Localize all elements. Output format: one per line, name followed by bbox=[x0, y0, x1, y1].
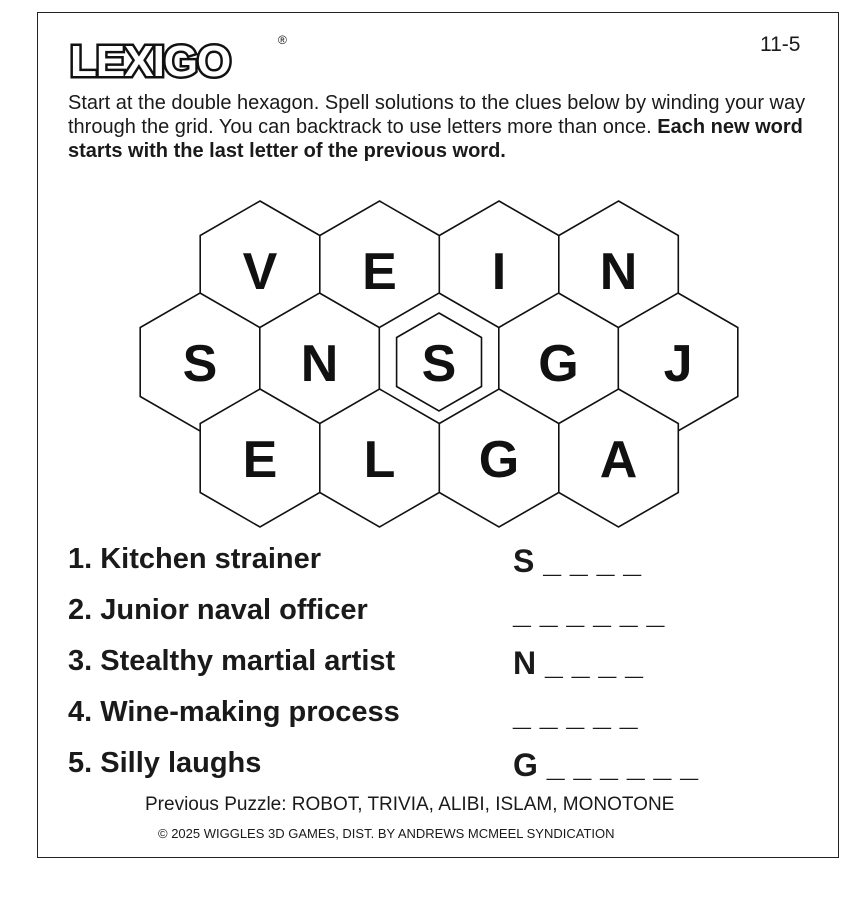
clue-3: 3. Stealthy martial artist bbox=[68, 645, 396, 677]
clue-1: 1. Kitchen strainer bbox=[68, 543, 322, 575]
svg-text:LEXIGO: LEXIGO bbox=[70, 37, 231, 86]
copyright: © 2025 WIGGLES 3D GAMES, DIST. BY ANDREWS MCMEEL SYNDICATION bbox=[158, 826, 615, 841]
instructions-plain: Start at the double hexagon. Spell solutions to the clues below by winding your way through the grid. You can backtrack to use letters more than once. bbox=[68, 92, 806, 138]
hex-letter: A bbox=[599, 431, 638, 489]
hex-letter: I bbox=[491, 243, 507, 301]
answer-2[interactable]: _ _ _ _ _ _ bbox=[513, 594, 665, 630]
hex-letter: S bbox=[421, 335, 457, 393]
clue-5: 5. Silly laughs bbox=[68, 747, 262, 779]
hex-letter: G bbox=[478, 431, 520, 489]
hex-letter: V bbox=[242, 243, 278, 301]
hex-letter: N bbox=[300, 335, 339, 393]
hex-letter: N bbox=[599, 243, 638, 301]
instructions-bold: Each new word starts with the last letter of the previous word. bbox=[68, 116, 803, 162]
hex-letter: L bbox=[363, 431, 396, 489]
hex-letter: S bbox=[182, 335, 218, 393]
answer-5[interactable]: G _ _ _ _ _ _ bbox=[513, 747, 699, 783]
previous-puzzle: Previous Puzzle: ROBOT, TRIVIA, ALIBI, ISLAM, MONOTONE bbox=[145, 794, 675, 815]
hex-letter: J bbox=[663, 335, 693, 393]
svg-text:®: ® bbox=[278, 33, 287, 47]
clue-2: 2. Junior naval officer bbox=[68, 594, 368, 626]
answer-3[interactable]: N _ _ _ _ bbox=[513, 645, 643, 681]
hex-letter: G bbox=[538, 335, 579, 393]
answer-4[interactable]: _ _ _ _ _ bbox=[513, 696, 638, 732]
answer-1[interactable]: S _ _ _ _ bbox=[513, 543, 642, 579]
hex-letter: E bbox=[362, 243, 397, 301]
hex-letter: E bbox=[242, 431, 278, 489]
clue-4: 4. Wine-making process bbox=[68, 696, 400, 728]
puzzle-number: 11-5 bbox=[760, 33, 801, 56]
